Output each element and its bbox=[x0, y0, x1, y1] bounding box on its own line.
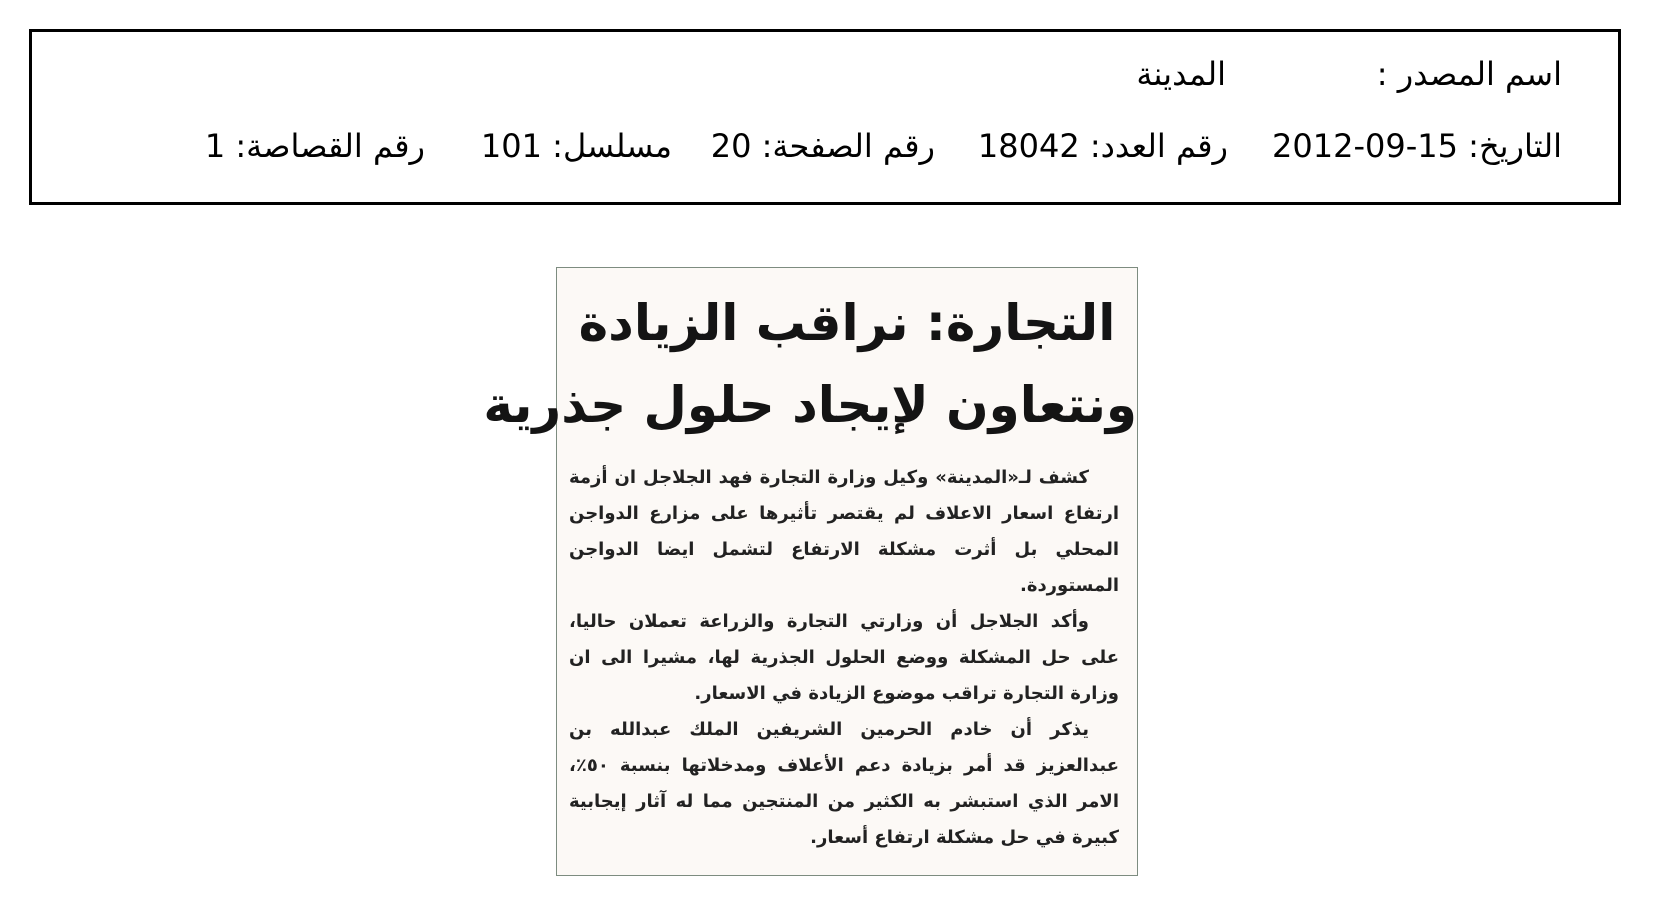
source-label: اسم المصدر : bbox=[1376, 55, 1562, 93]
headline-line-1: التجارة: نراقب الزيادة bbox=[578, 294, 1116, 352]
article-paragraph: يذكر أن خادم الحرمين الشريفين الملك عبدالله بن عبدالعزيز قد أمر بزيادة دعم الأعلاف ومدخلاتها بنسبة ٥٠٪، الامر الذي استبشر به الكثير من المنتجين مما له آثار إيجابية كبيرة في حل مشكلة ارتفاع أسعار. bbox=[569, 719, 1119, 848]
source-value: المدينة bbox=[1136, 55, 1226, 93]
page-field bbox=[710, 127, 935, 165]
metadata-header bbox=[29, 29, 1621, 205]
issue-value: 18042 bbox=[977, 127, 1080, 165]
serial-value: 101 bbox=[480, 127, 542, 165]
date-value: 2012-09-15 bbox=[1272, 127, 1458, 165]
page-value: 20 bbox=[710, 127, 752, 165]
article-paragraph: كشف لـ«المدينة» وكيل وزارة التجارة فهد الجلاجل ان أزمة ارتفاع اسعار الاعلاف لم يقتصر تأثيرها على مزارع الدواجن المحلي بل أثرت مشكلة الارتفاع لتشمل ايضا الدواجن المستوردة. bbox=[569, 467, 1119, 596]
clip-number-value: 1 bbox=[204, 127, 226, 165]
page-label: رقم الصفحة: bbox=[761, 127, 935, 165]
date-label: التاريخ: bbox=[1468, 127, 1562, 165]
article-paragraph: وأكد الجلاجل أن وزارتي التجارة والزراعة تعملان حاليا، على حل المشكلة ووضع الحلول الجذرية لها، مشيرا الى ان وزارة التجارة تراقب موضوع الزيادة في الاسعار. bbox=[569, 611, 1119, 704]
date-field bbox=[1272, 127, 1562, 165]
clip-number-field bbox=[204, 127, 425, 165]
source-value-field bbox=[1136, 55, 1226, 93]
issue-label: رقم العدد: bbox=[1089, 127, 1228, 165]
headline-line-2: ونتعاون لإيجاد حلول جذرية bbox=[483, 376, 1137, 434]
newspaper-clipping bbox=[483, 267, 1138, 876]
clip-number-label: رقم القصاصة: bbox=[235, 127, 425, 165]
serial-field bbox=[480, 127, 672, 165]
article-body bbox=[569, 460, 1119, 856]
source-field bbox=[1376, 55, 1562, 93]
issue-field bbox=[977, 127, 1228, 165]
serial-label: مسلسل: bbox=[552, 127, 672, 165]
